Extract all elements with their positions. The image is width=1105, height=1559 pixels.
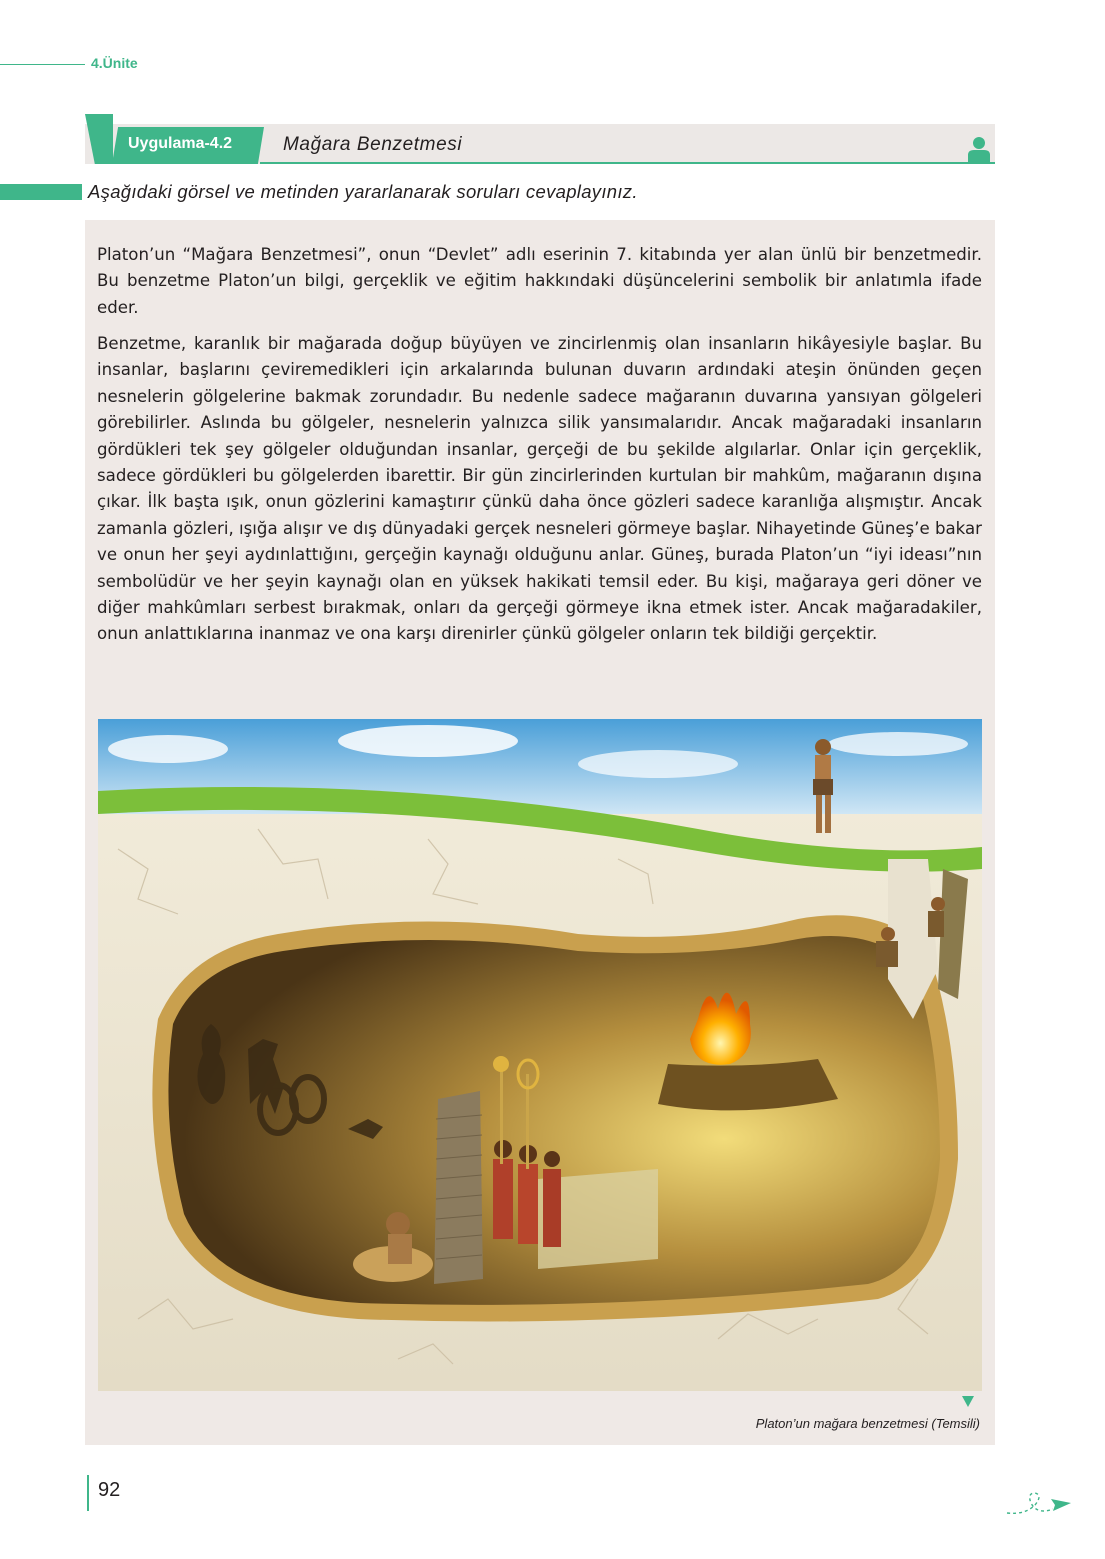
figure-caption: Platon’un mağara benzetmesi (Temsili) (755, 1416, 980, 1431)
caption-arrow-icon (962, 1396, 974, 1407)
instruction-accent (0, 184, 82, 200)
cave-allegory-illustration (98, 719, 982, 1391)
activity-title: Mağara Benzetmesi (283, 134, 463, 155)
page-number: 92 (98, 1479, 121, 1501)
paragraph-story: Benzetme, karanlık bir mağarada doğup büyüyen ve zincirlenmiş olan insanların hikâyesiyle başlar. Bu insanlar, başlarını çeviremedikleri için arkalarında bulunan duvarın ardındaki ateşin önünden geçen nesnelerin gölgelerine bakmak zorundadır. Bu nedenle sadece mağaranın duvarına yansıyan gölgeleri görebilirler. Aslında bu gölgeler, nesnelerin yalnızca silik yansımalarıdır. Ancak mağaradaki insanların gördükleri tek şey gölgeler olduğundan insanlar, gerçeği de bu şekilde algılarlar. Onlar için gerçeklik, sadece gördükleri bu gölgelerden ibarettir. Bir gün zincirlerinden kurtulan bir mahkûm, mağaranın dışına çıkar. İlk başta ışık, onun gözlerini kamaştırır çünkü daha önce gözleri sadece karanlığa alışmıştır. Ancak zamanla gözleri, ışığa alışır ve dış dünyadaki gerçek nesneleri görmeye başlar. Nihayetinde Güneş’e bakar ve onun her şeyi aydınlattığını, gerçeğin kaynağı olduğunu anlar. Güneş, burada Platon’un “iyi ideası”nın sembolüdür ve her şeyin kaynağı olan en yüksek hakikati temsil eder. Bu kişi, mağaraya geri döner ve diğer mahkûmları serbest bırakmak, onları da gerçeği görmeye ikna etmek ister. Ancak mağaradakiler, onun anlattıklarına inanmaz ve ona karşı direnirler çünkü gölgeler onların tek bildiği gerçektir. (97, 334, 982, 644)
unit-header-line (0, 64, 85, 65)
activity-bar-underline (260, 162, 995, 164)
page-number-rule (87, 1475, 89, 1511)
paragraph-intro: Platon’un “Mağara Benzetmesi”, onun “Devlet” adlı eserinin 7. kitabında yer alan ünlü bir benzetmedir. Bu benzetme Platon’un bilgi, gerçeklik ve eğitim hakkındaki düşüncelerini sembolik bir anlatımla ifade eder. (97, 245, 982, 317)
instruction-text: Aşağıdaki görsel ve metinden yararlanarak soruları cevaplayınız. (88, 181, 638, 202)
person-icon (968, 136, 990, 162)
paper-plane-icon (1005, 1485, 1071, 1525)
activity-tab-label: Uygulama-4.2 (128, 135, 233, 152)
unit-label: 4.Ünite (91, 55, 138, 71)
